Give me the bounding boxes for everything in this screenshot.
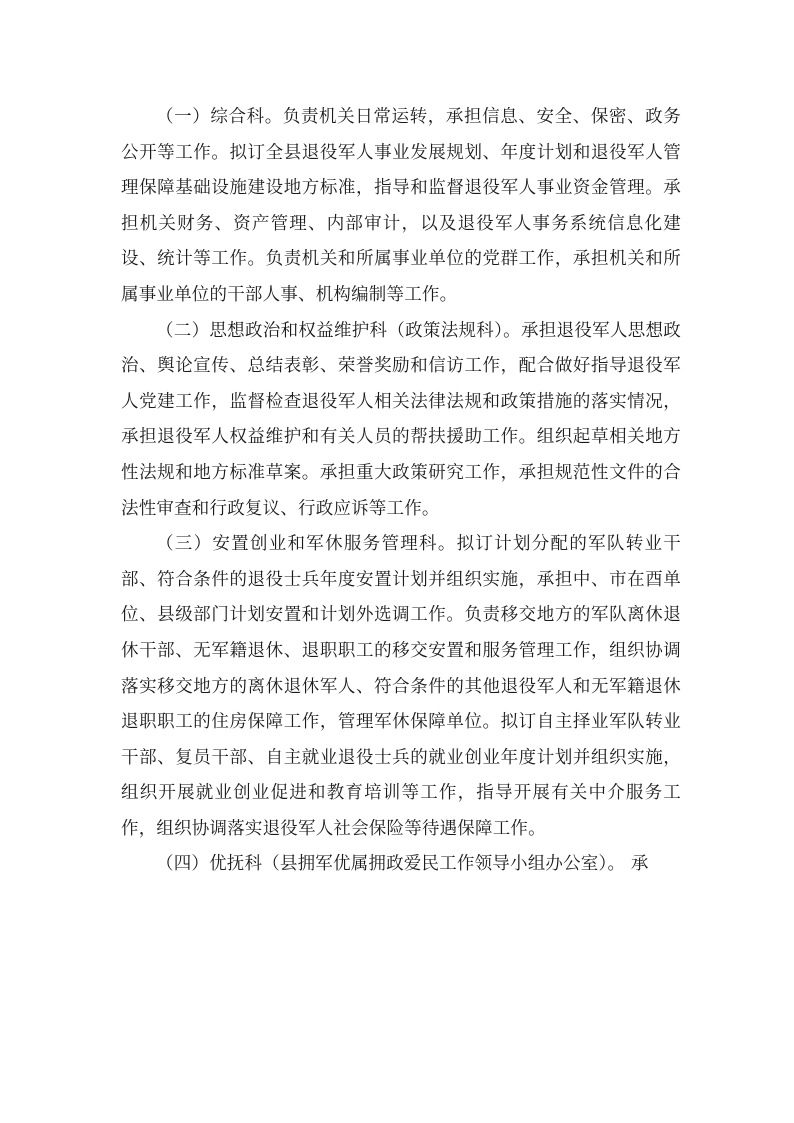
paragraph-preferential-care: （四）优抚科（县拥军优属拥政爱民工作领导小组办公室）。 承 [156, 854, 649, 875]
paragraph-general-office: （一）综合科。负责机关日常运转，承担信息、安全、保密、政务公开等工作。拟订全县退役军人事业发展规划、年度计划和退役军人管理保障基础设施建设地方标准，指导和监督退役军人事业资金管理。承担机关财务、资产管理、内部审计，以及退役军人事务系统信息化建设、统计等工作。负责机关和所属事业单位的党群工作，承担机关和所属事业单位的干部人事、机构编制等工作。 [121, 107, 681, 305]
document-body [121, 100, 681, 883]
paragraph-resettlement-services: （三）安置创业和军休服务管理科。拟订计划分配的军队转业干部、符合条件的退役士兵年度安置计划并组织实施，承担中、市在酉单位、县级部门计划安置和计划外选调工作。负责移交地方的军队离休退休干部、无军籍退休、退职职工的移交安置和服务管理工作，组织协调落实移交地方的离休退休军人、符合条件的其他退役军人和无军籍退休退职职工的住房保障工作，管理军休保障单位。拟订自主择业军队转业干部、复员干部、自主就业退役士兵的就业创业年度计划并组织实施，组织开展就业创业促进和教育培训等工作，指导开展有关中介服务工作，组织协调落实退役军人社会保险等待遇保障工作。 [121, 534, 681, 839]
paragraph-political-rights: （二）思想政治和权益维护科（政策法规科）。承担退役军人思想政治、舆论宣传、总结表彰、荣誉奖励和信访工作，配合做好指导退役军人党建工作，监督检查退役军人相关法律法规和政策措施的落实情况，承担退役军人权益维护和有关人员的帮扶援助工作。组织起草相关地方性法规和地方标准草案。承担重大政策研究工作，承担规范性文件的合法性审查和行政复议、行政应诉等工作。 [121, 320, 681, 519]
